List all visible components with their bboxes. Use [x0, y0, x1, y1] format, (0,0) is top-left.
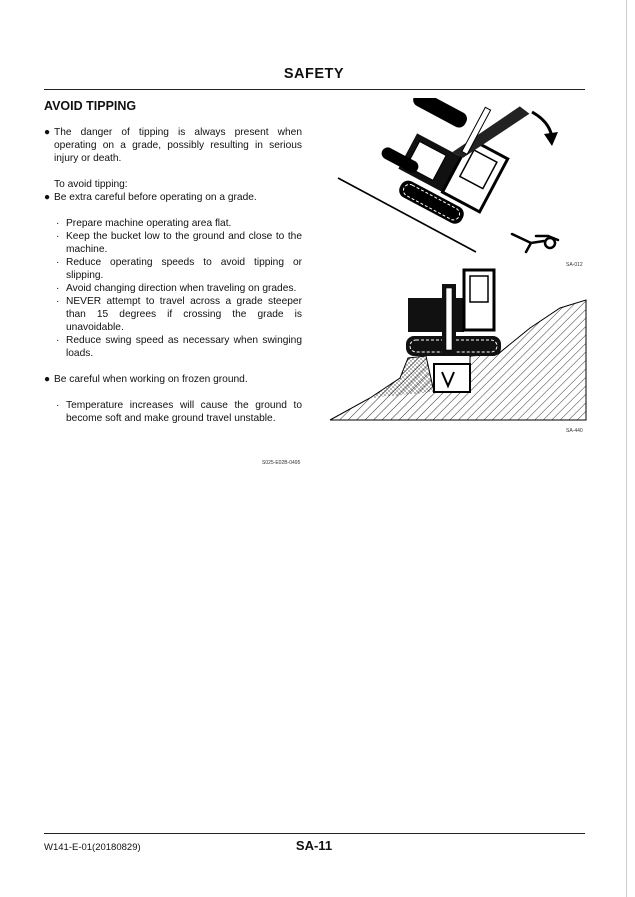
document-code: S025-E02B-0495: [262, 460, 301, 466]
page-margin: [626, 0, 635, 897]
document-id: W141-E-01(20180829): [44, 842, 141, 853]
page-number: SA-11: [295, 838, 333, 853]
figure-code: SA-440: [566, 428, 583, 434]
lead-text: To avoid tipping:: [54, 179, 128, 190]
sub-text: Keep the bucket low to the ground and close to the machine.: [66, 231, 302, 255]
page-edge-line: [626, 0, 627, 897]
sub-text: Reduce operating speeds to avoid tipping or slipping.: [66, 257, 302, 281]
sub-item: [56, 230, 302, 256]
bullet-item: [44, 126, 302, 165]
bullet-marker: ●: [44, 127, 51, 138]
bullet-marker: ●: [44, 374, 51, 385]
sub-item: [56, 295, 302, 334]
sub-text: Avoid changing direction when traveling on grades.: [66, 283, 297, 294]
bullet-text: The danger of tipping is always present when operating on a grade, possibly resulting in serious injury or death.: [54, 127, 302, 164]
sub-marker: ·: [56, 218, 60, 229]
header-rule: [44, 89, 585, 90]
sub-item: [56, 282, 302, 295]
bullet-text: Be extra careful before operating on a grade.: [54, 192, 257, 203]
sub-item: [56, 334, 302, 360]
sub-marker: ·: [56, 335, 60, 346]
body-text: [44, 126, 302, 425]
bullet-marker: ●: [44, 192, 51, 203]
sub-text: Prepare machine operating area flat.: [66, 218, 232, 229]
section-title: AVOID TIPPING: [44, 99, 137, 113]
sub-text: Reduce swing speed as necessary when swinging loads.: [66, 335, 302, 359]
tipping-excavator-illustration: [336, 98, 588, 258]
bullet-item: [44, 191, 302, 204]
bullet-text: Be careful when working on frozen ground.: [54, 374, 248, 385]
sub-item: [56, 217, 302, 230]
sub-marker: ·: [56, 231, 60, 242]
page-header-title: SAFETY: [283, 66, 345, 82]
bullet-item: [44, 373, 302, 386]
sub-text: Temperature increases will cause the ground to become soft and make ground travel unstable.: [66, 400, 302, 424]
figure-code: SA-012: [566, 262, 583, 268]
sub-text: NEVER attempt to travel across a grade steeper than 15 degrees if crossing the grade is unavoidable.: [66, 296, 302, 333]
grade-excavator-illustration: [330, 268, 588, 424]
sub-item: [56, 399, 302, 425]
footer-rule: [44, 833, 585, 834]
sub-marker: ·: [56, 283, 60, 294]
sub-marker: ·: [56, 296, 60, 307]
sub-item: [56, 256, 302, 282]
sub-marker: ·: [56, 257, 60, 268]
sub-marker: ·: [56, 400, 60, 411]
